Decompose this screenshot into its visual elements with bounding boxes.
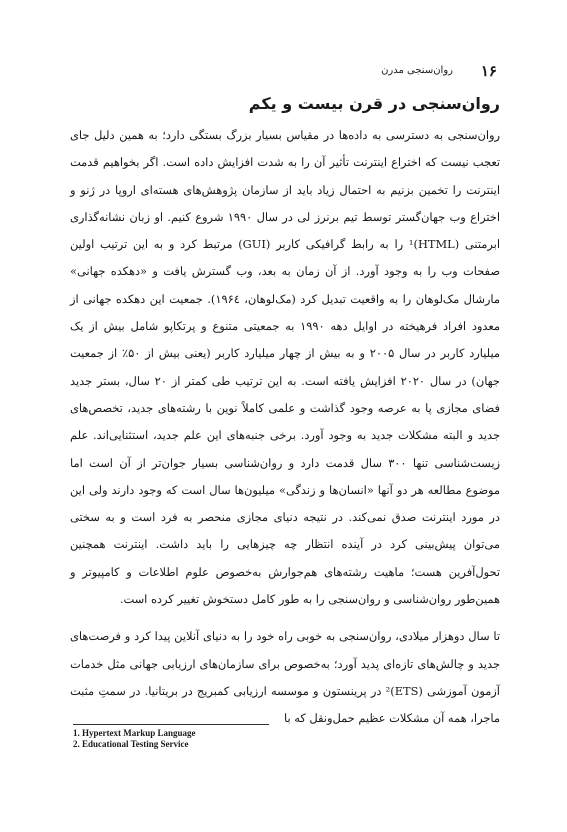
page-number: ۱۶ bbox=[480, 62, 497, 80]
footnote-divider bbox=[73, 724, 269, 725]
running-title: روان‌سنجی مدرن bbox=[381, 65, 453, 76]
section-heading: روان‌سنجی در قرن بیست و یکم bbox=[248, 94, 500, 113]
footnote: 2. Educational Testing Service bbox=[73, 739, 189, 749]
body-text bbox=[70, 122, 500, 733]
paragraph: روان‌سنجی به دسترسی به داده‌ها در مقیاس بسیار بزرگ بستگی دارد؛ به همین دلیل جای تعجب نیست که اختراع اینترنت تأثیر آن را به شدت افزایش داده است. اگر بخواهیم قدمت اینترنت را تخمین بزنیم به احتمال زیاد باید از سازمان پژوهش‌های هسته‌ای اروپا در ژنو و اختراع وب جهان‌گستر توسط تیم برنرز لی در سال ۱۹۹۰ شروع کنیم. او زبان نشانه‌گذاری ابرمتنی (HTML)¹ را به رابط گرافیکی کاربر (GUI) مرتبط کرد و به این ترتیب اولین صفحات وب را به وجود آورد. از آن زمان به بعد، وب گسترش یافت و «دهکده جهانی» مارشال مک‌لوهان را به واقعیت تبدیل کرد (مک‌لوهان، ۱۹۶٤). جمعیت این دهکده جهانی از معدود افراد فرهیخته در اوایل دهه ۱۹۹۰ به جمعیتی متنوع و پرتکاپو شامل بیش از یک میلیارد کاربر در سال ۲۰۰۵ و به بیش از چهار میلیارد کاربر (یعنی بیش از ۵۰٪ از جمعیت جهان) در سال ۲۰۲۰ افزایش یافته است. به این ترتیب طی کمتر از ۲۰ سال، بستر جدید فضای مجازی پا به عرصه وجود گذاشت و علمی کاملاً نوین با رشته‌های جدید، تخصص‌های جدید و البته مشکلات جدید به وجود آورد. برخی جنبه‌های این علم جدید، استثنایی‌اند. علم زیست‌شناسی تنها ۳۰۰ سال قدمت دارد و روان‌شناسی بسیار جوان‌تر از آن است اما موضوع مطالعه هر دو آنها «انسان‌ها و زندگی» میلیون‌ها سال است که وجود دارند ولی این در مورد اینترنت صدق نمی‌کند. در نتیجه دنیای مجازی منحصر به فرد است و به سختی می‌توان پیش‌بینی کرد در آینده انتظار چه چیزهایی را باید داشت. اینترنت همچنین تحول‌آفرین هست؛ ماهیت رشته‌های هم‌جوارش به‌خصوص علوم اطلاعات و کامپیوتر و همین‌طور روان‌شناسی و روان‌سنجی را به طور کامل دستخوش تغییر کرده است. bbox=[70, 128, 501, 607]
footnote: 1. Hypertext Markup Language bbox=[73, 728, 196, 738]
running-header bbox=[70, 62, 497, 82]
footnotes bbox=[73, 728, 373, 750]
paragraph: تا سال دوهزار میلادی، روان‌سنجی به خوبی راه خود را به دنیای آنلاین پیدا کرد و فرصت‌های جدید و چالش‌های تازه‌ای پدید آورد؛ به‌خصوص برای سازمان‌های ارزیابی جهانی مثل خدمات آزمون آموزشی (ETS)² در پرینستون و موسسه ارزیابی کمبریج در بریتانیا. در سمتِ مثبت ماجرا، همه آن مشکلات عظیم حمل‌ونقل که با bbox=[70, 629, 500, 726]
